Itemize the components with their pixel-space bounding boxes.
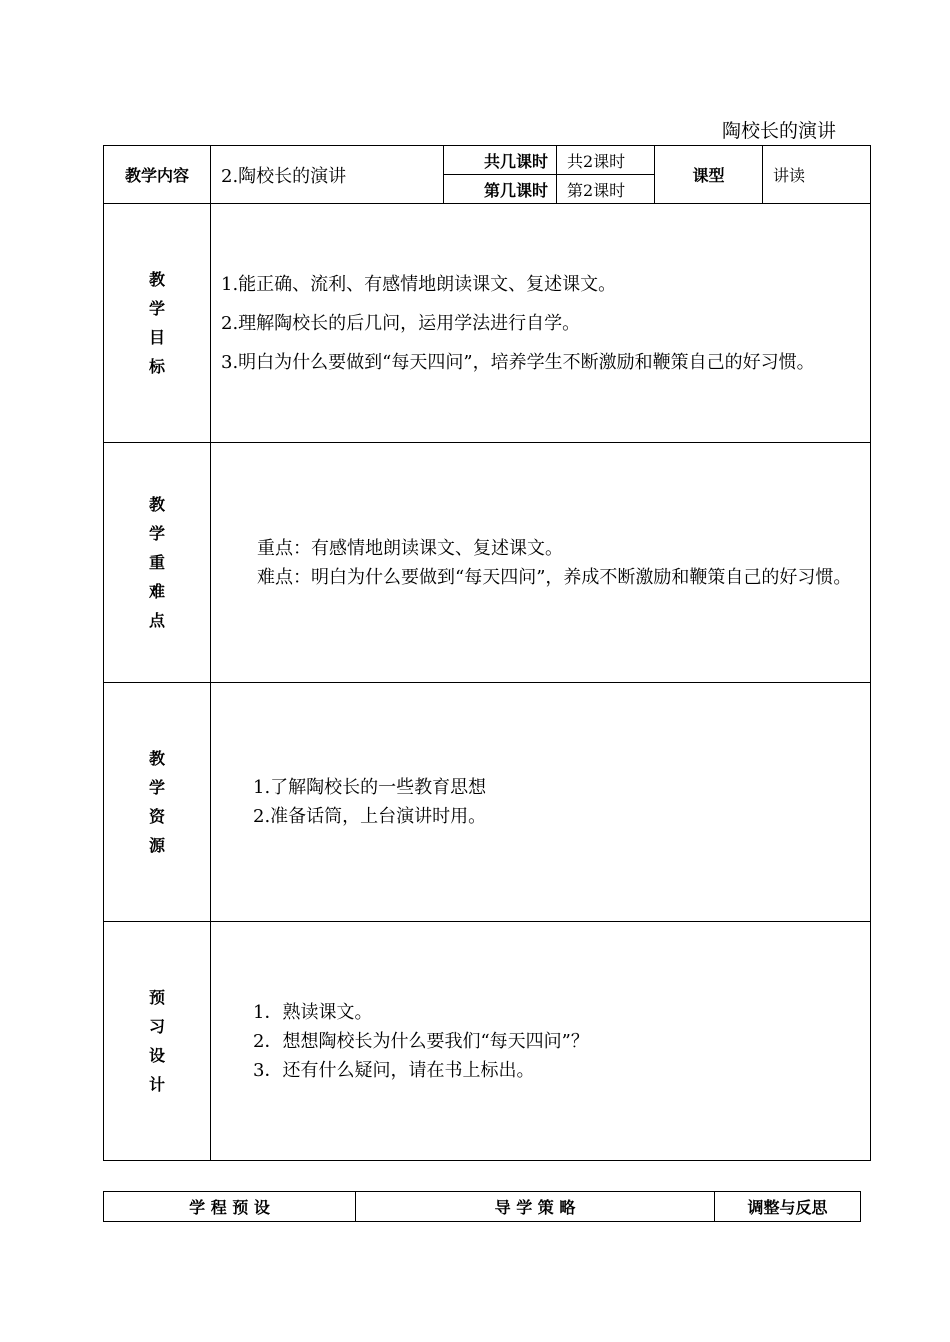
content-value: 2.陶校长的演讲	[211, 146, 444, 204]
total-hours-label: 共几课时	[444, 146, 557, 175]
preview-item: 2．想想陶校长为什么要我们“每天四问”？	[253, 1030, 589, 1052]
preview-label: 预 习 设 计	[104, 922, 211, 1161]
resources-label: 教 学 资 源	[104, 683, 211, 922]
page-title: 陶校长的演讲	[721, 120, 836, 142]
key-point-focus: 重点：有感情地朗读课文、复述课文。	[257, 537, 563, 559]
total-hours-value: 共2课时	[557, 146, 655, 175]
content-label: 教学内容	[104, 146, 211, 204]
process-col-strategy: 导 学 策 略	[356, 1192, 715, 1222]
resource-item: 2.准备话筒，上台演讲时用。	[253, 806, 487, 827]
preview-item: 3．还有什么疑问，请在书上标出。	[253, 1059, 535, 1081]
key-points-label: 教 学 重 难 点	[104, 443, 211, 683]
resources-content	[211, 683, 871, 922]
preview-item: 1．熟读课文。	[253, 1001, 373, 1023]
current-hour-label: 第几课时	[444, 175, 557, 204]
objective-item: 1.能正确、流利、有感情地朗读课文、复述课文。	[221, 273, 617, 295]
objectives-label: 教 学 目 标	[104, 204, 211, 443]
process-header-table	[103, 1191, 861, 1222]
objective-item: 2.理解陶校长的后几问，运用学法进行自学。	[221, 312, 581, 334]
current-hour-value: 第2课时	[557, 175, 655, 204]
objectives-content	[211, 204, 871, 443]
lesson-type-label: 课型	[655, 146, 763, 204]
key-points-content	[211, 443, 871, 683]
lesson-type-value: 讲读	[763, 146, 871, 204]
process-col-plan: 学 程 预 设	[104, 1192, 356, 1222]
lesson-plan-table	[103, 145, 871, 1161]
objective-item: 3.明白为什么要做到“每天四问”，培养学生不断激励和鞭策自己的好习惯。	[221, 351, 815, 373]
key-point-difficulty: 难点：明白为什么要做到“每天四问”，养成不断激励和鞭策自己的好习惯。	[257, 566, 852, 588]
resource-item: 1.了解陶校长的一些教育思想	[253, 777, 487, 798]
process-col-reflection: 调整与反思	[715, 1192, 861, 1222]
preview-content	[211, 922, 871, 1161]
